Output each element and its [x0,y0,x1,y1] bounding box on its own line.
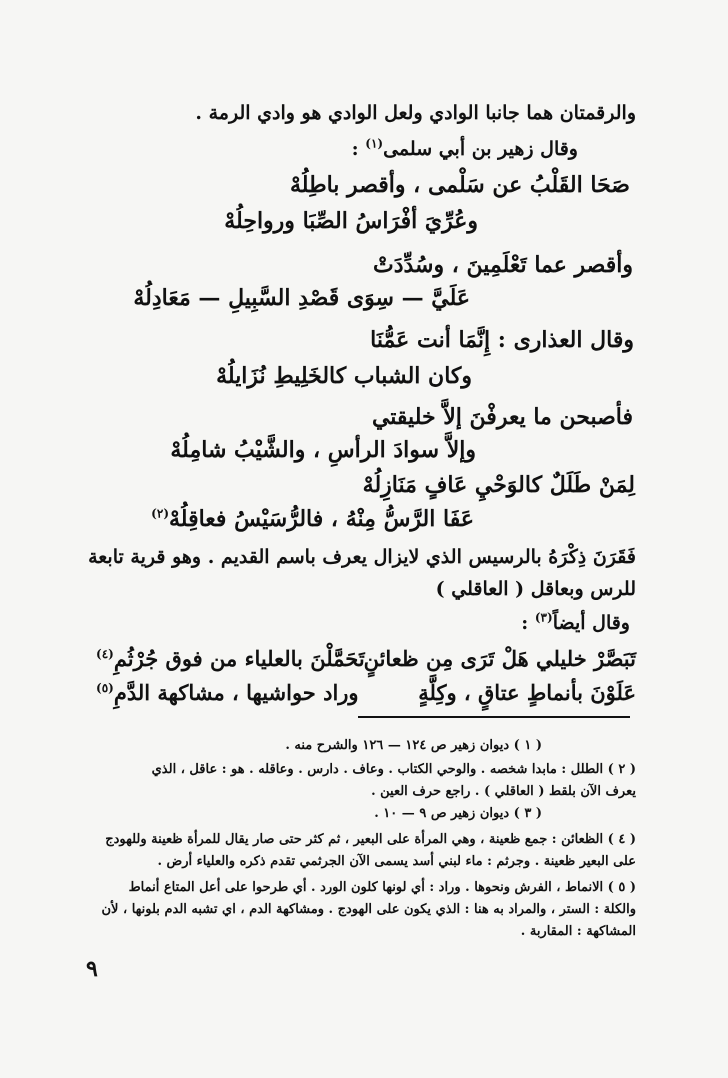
verse-line: وقال العذارى : إِنَّمَا أنت عَمُّنَا [370,327,634,353]
verse-hemistich: عَلَوْنَ بأنماطٍ عتاقٍ ، وكِلَّةٍ [418,680,636,705]
verse-intro [352,138,578,160]
footnote: ( ٤ ) الظعائن : جمع ظعينة ، وهي المرأة على البعير ، ثم كثر حتى صار يقال للمرأة ظعينة وللهودج [105,832,636,847]
footnote: ( ١ ) ديوان زهير ص ١٢٤ — ١٢٦ والشرح منه . [285,738,542,753]
verse-line: وعُرِّيَ أفْرَاسُ الصِّبَا ورواحِلُهْ [224,208,478,234]
footnote-ref: (٥) [96,681,114,695]
verse-line: وإلاَّ سوادَ الرأسِ ، والشَّيْبُ شامِلُهْ [170,437,476,463]
footnote-ref: (١) [365,136,384,151]
footnote: والكلة : الستر ، والمراد به هنا : الذي يكون على الهودج . ومشاكهة الدم ، اي تشبه الدم بلونها ، لأن [101,902,636,917]
verse-text: وراد حواشيها ، مشاكهة الدَّمِ [113,680,359,705]
intro-colon: : [521,612,529,634]
verse-hemistich [96,680,359,705]
intro-text: وقال أيضاً [552,612,630,634]
verse-line: وأقصر عما تَعْلَمِينَ ، وسُدِّدَتْ [373,252,633,278]
paragraph-line: فَقَرَنَ ذِكْرَهُ بالرسيس الذي لايزال يعرف باسم القديم . وهو قرية تابعة [88,546,636,568]
footnote-separator [358,716,630,718]
footnote: المشاكهة : المقاربة . [520,924,636,939]
footnote-ref: (٤) [96,647,114,661]
intro-text: وقال زهير بن أبي سلمى [383,138,578,160]
verse-line: فأصبحن ما يعرفْنَ إلاَّ خليقتي [371,404,633,430]
footnote: ( ٥ ) الانماط ، الفرش ونحوها . وراد : أي لونها كلون الورد . أي طرحوا على أعل المتاع أنماط [128,880,636,895]
verse-intro [521,612,630,634]
verse-line [151,506,474,532]
footnote: ( ٣ ) ديوان زهير ص ٩ — ١٠ . [374,806,542,821]
intro-colon: : [351,138,359,160]
footnote: ( ٢ ) الطلل : مابدا شخصه . والوحي الكتاب . وعاف . دارس . وعاقله . هو : عاقل ، الذي [151,762,636,777]
verse-line: عَلَيَّ — سِوَى قَصْدِ السَّبِيلِ — مَعَادِلُهْ [133,285,470,311]
page-number: ٩ [86,956,98,982]
verse-text: عَفَا الرَّسُّ مِنْهُ ، فالرُّسَيْسُ فعاقِلُهْ [169,506,474,532]
footnote: على البعير ظعينة . وجرثم : ماء لبني أسد يسمى الآن الجرثمي تقدم ذكره والعلياء أرض . [157,854,636,869]
verse-hemistich [96,646,365,671]
verse-line: وكان الشباب كالخَلِيطِ نُزَايلُهْ [216,363,472,389]
verse-line: لِمَنْ طَلَلٌ كالوَحْيِ عَافٍ مَنَازِلُهْ [362,472,635,498]
paragraph-line: للرس وبعاقل ( العاقلي ) [435,578,636,600]
verse-hemistich: تَبَصَّرْ خليلي هَلْ تَرَى مِن ظعائنٍ [363,646,636,671]
verse-line: صَحَا القَلْبُ عن سَلْمى ، وأقصر باطِلُهْ [289,172,630,198]
footnote-ref: (٢) [151,506,169,521]
footnote-ref: (٣) [534,610,553,625]
footnote: يعرف الآن بلقط ( العاقلي ) . راجع حرف العين . [371,784,636,799]
paragraph-line: والرقمتان هما جانبا الوادي ولعل الوادي هو وادي الرمة . [195,102,636,124]
verse-text: تَحَمَّلْنَ بالعلياء من فوق جُرْثُمِ [113,646,365,671]
